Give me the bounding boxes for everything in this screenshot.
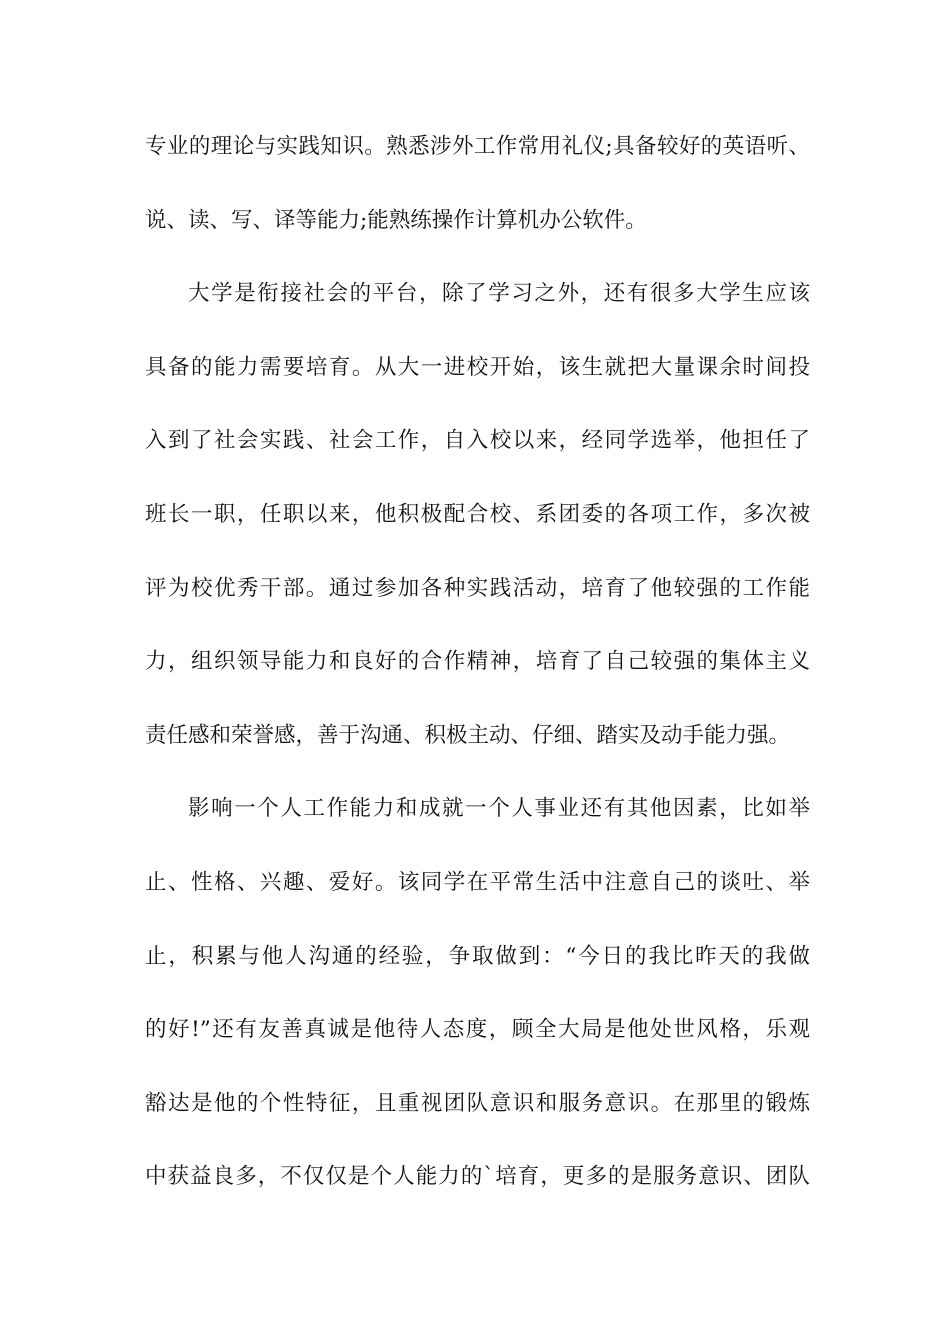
text-line-1: 专业的理论与实践知识。熟悉涉外工作常用礼仪;具备较好的英语听、	[145, 134, 810, 159]
text-line-5: 入到了社会实践、社会工作，自入校以来，经同学选举，他担任了	[145, 428, 810, 454]
text-line-4: 具备的能力需要培育。从大一进校开始，该生就把大量课余时间投	[145, 354, 810, 380]
text-line-2: 说、读、写、译等能力;能熟练操作计算机办公软件。	[145, 207, 647, 233]
text-line-6: 班长一职，任职以来，他积极配合校、系团委的各项工作，多次被	[145, 501, 810, 527]
text-line-14: 豁达是他的个性特征，且重视团队意识和服务意识。在那里的锻炼	[145, 1090, 810, 1116]
text-line-11: 止、性格、兴趣、爱好。该同学在平常生活中注意自己的谈吐、举	[145, 869, 810, 895]
text-line-13: 的好!”还有友善真诚是他待人态度，顾全大局是他处世风格，乐观	[145, 1017, 810, 1043]
text-line-9: 责任感和荣誉感，善于沟通、积极主动、仔细、踏实及动手能力强。	[145, 722, 791, 748]
text-line-8: 力，组织领导能力和良好的合作精神，培育了自己较强的集体主义	[145, 649, 810, 675]
text-line-10: 影响一个人工作能力和成就一个人事业还有其他因素，比如举	[188, 796, 810, 822]
text-line-12: 止，积累与他人沟通的经验，争取做到：“今日的我比昨天的我做	[145, 943, 810, 969]
document-body	[145, 123, 810, 1227]
text-line-7: 评为校优秀干部。通过参加各种实践活动，培育了他较强的工作能	[145, 575, 810, 601]
text-line-15: 中获益良多，不仅仅是个人能力的`培育，更多的是服务意识、团队	[145, 1164, 810, 1190]
text-line-3: 大学是衔接社会的平台，除了学习之外，还有很多大学生应该	[188, 281, 810, 307]
